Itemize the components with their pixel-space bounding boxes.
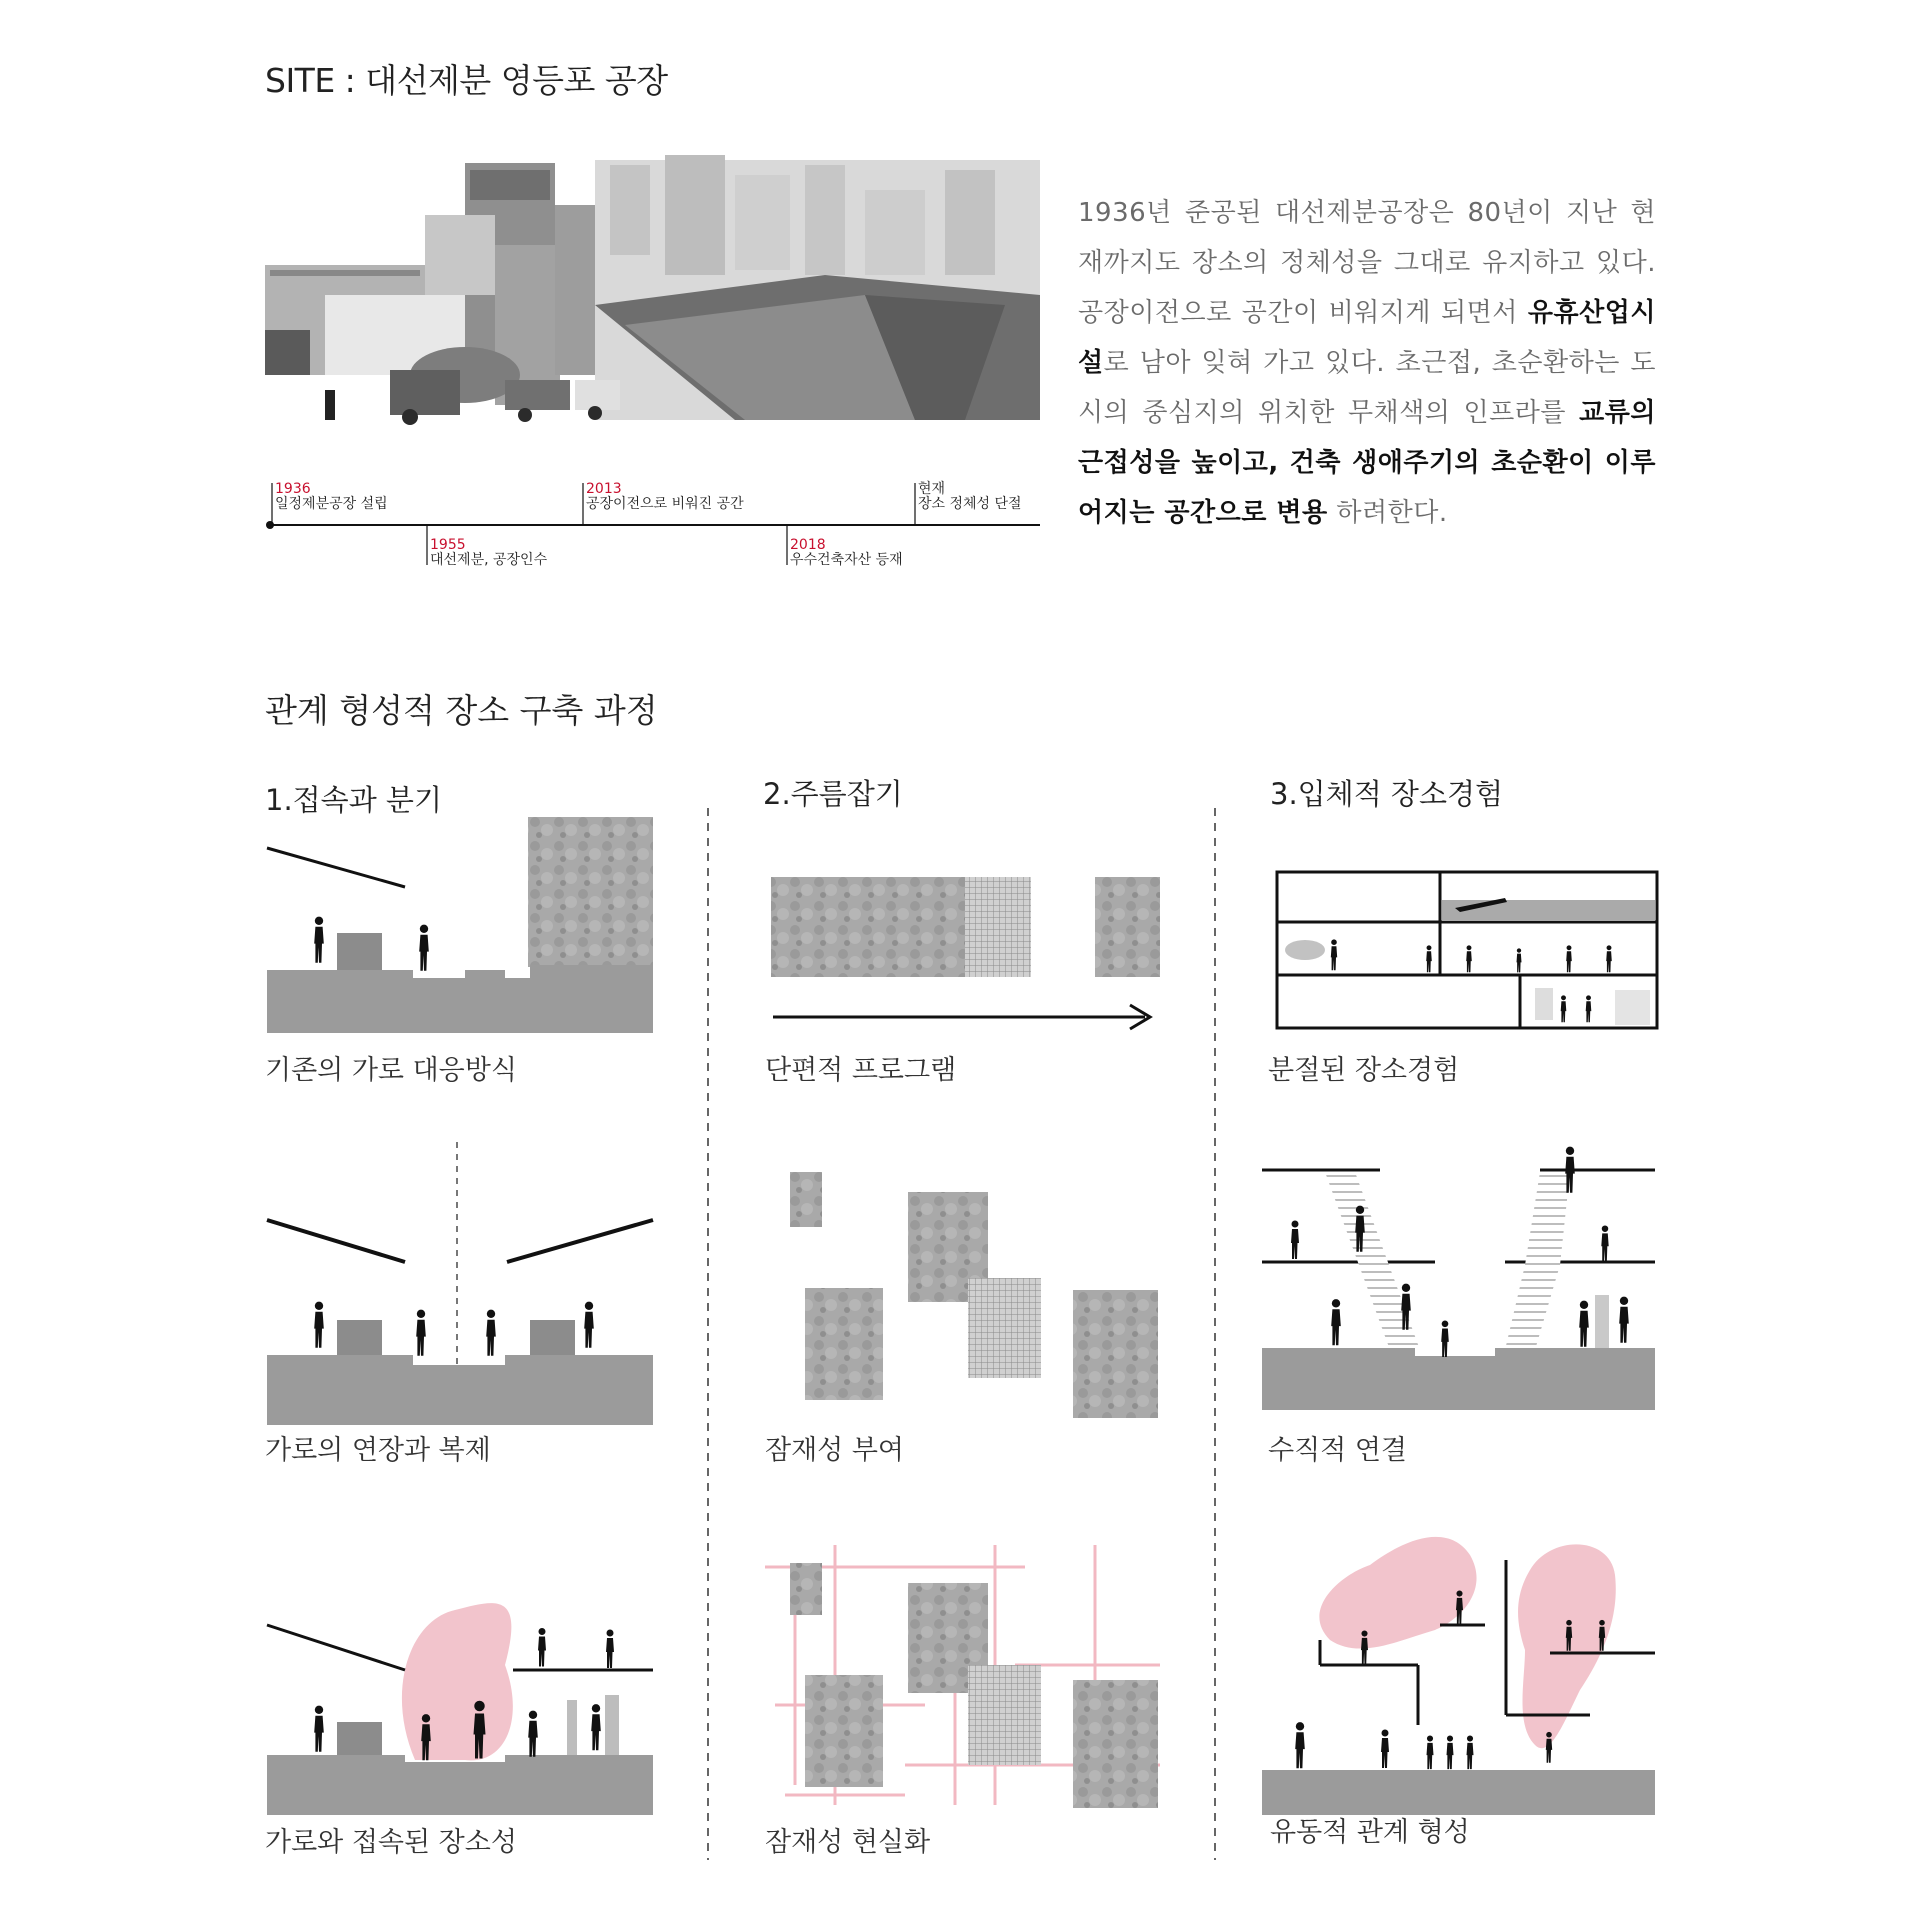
person-figure [1441,1320,1449,1357]
diagram-vertical-connection [1260,1140,1660,1410]
person-figure [591,1704,601,1750]
caption-3-2: 수직적 연결 [1268,1435,1407,1466]
timeline-text: 대선제분, 공장인수 [430,552,548,568]
column-heading-2: 2.주름잡기 [763,777,903,811]
intro-text: 1936년 준공된 대선제분공장은 80년이 지난 현재까지도 장소의 정체성을 그대로 유지하고 있다. 공장이전으로 공간이 비워지게 되면서 [1078,198,1656,328]
diagram-potential-assignment [765,1170,1165,1430]
section-title: 관계 형성적 장소 구축 과정 [265,691,658,730]
site-title: SITE : 대선제분 영등포 공장 [265,61,668,100]
diagram-potential-realization [765,1545,1165,1815]
person-figure [1291,1221,1299,1260]
timeline-year: 2013 [586,481,622,497]
timeline-text: 우수건축자산 등재 [790,552,903,568]
person-figure [1331,1299,1341,1345]
person-figure [606,1630,614,1669]
person-figure [314,1706,324,1752]
person-figure [1447,1735,1454,1769]
diagram-fluid-relationship [1260,1530,1660,1815]
caption-2-2: 잠재성 부여 [765,1435,904,1466]
person-figure [314,1302,324,1348]
caption-2-3: 잠재성 현실화 [765,1827,931,1858]
intro-emphasis: 교류의 근접성을 높이고, 건축 생애주기의 초순환이 이루어지는 공간으로 변용 [1078,398,1656,528]
person-figure [1579,1301,1589,1347]
diagram-fragmented-program [765,875,1165,1035]
timeline-text: 일정제분공장 설립 [275,496,388,512]
person-figure [538,1628,546,1667]
caption-1-2: 가로의 연장과 복제 [265,1435,491,1466]
caption-3-1: 분절된 장소경험 [1268,1055,1460,1086]
caption-1-3: 가로와 접속된 장소성 [265,1827,517,1858]
person-figure [1295,1722,1305,1768]
person-figure [416,1310,426,1356]
diagram-fragmented-experience [1275,870,1660,1030]
person-figure [1565,1147,1575,1193]
diagram-existing-street [265,815,655,1035]
person-figure [1381,1730,1389,1769]
person-figure [419,925,429,971]
timeline-year: 2018 [790,537,826,553]
caption-3-3: 유동적 관계 형성 [1270,1817,1470,1848]
caption-2-1: 단편적 프로그램 [765,1055,957,1086]
person-figure [314,917,324,963]
person-figure [1427,1735,1434,1769]
column-heading-1: 1.접속과 분기 [265,783,442,817]
timeline-text: 장소 정체성 단절 [918,496,1022,512]
intro-text: 로 남아 잊혀 가고 있다. 초근접, 초순환하는 도시의 중심지의 위치한 무채색의 인프라를 [1078,348,1656,428]
column-heading-3: 3.입체적 장소경험 [1270,777,1503,811]
intro-emphasis: 유휴산업시설 [1078,298,1656,378]
intro-text: 하려한다. [1327,498,1448,528]
person-figure [1467,1735,1474,1769]
caption-1-1: 기존의 가로 대응방식 [265,1055,517,1086]
timeline-year: 1936 [275,481,311,497]
diagram-street-connected-place [265,1570,655,1815]
person-figure [1619,1297,1629,1343]
timeline-text: 공장이전으로 비워진 공간 [586,496,744,512]
person-figure [528,1711,538,1757]
person-figure [1601,1225,1608,1261]
person-figure [584,1302,594,1348]
timeline-year: 1955 [430,537,466,553]
diagram-street-extension [265,1140,655,1430]
timeline-year: 현재 [918,481,946,497]
person-figure [486,1310,496,1356]
